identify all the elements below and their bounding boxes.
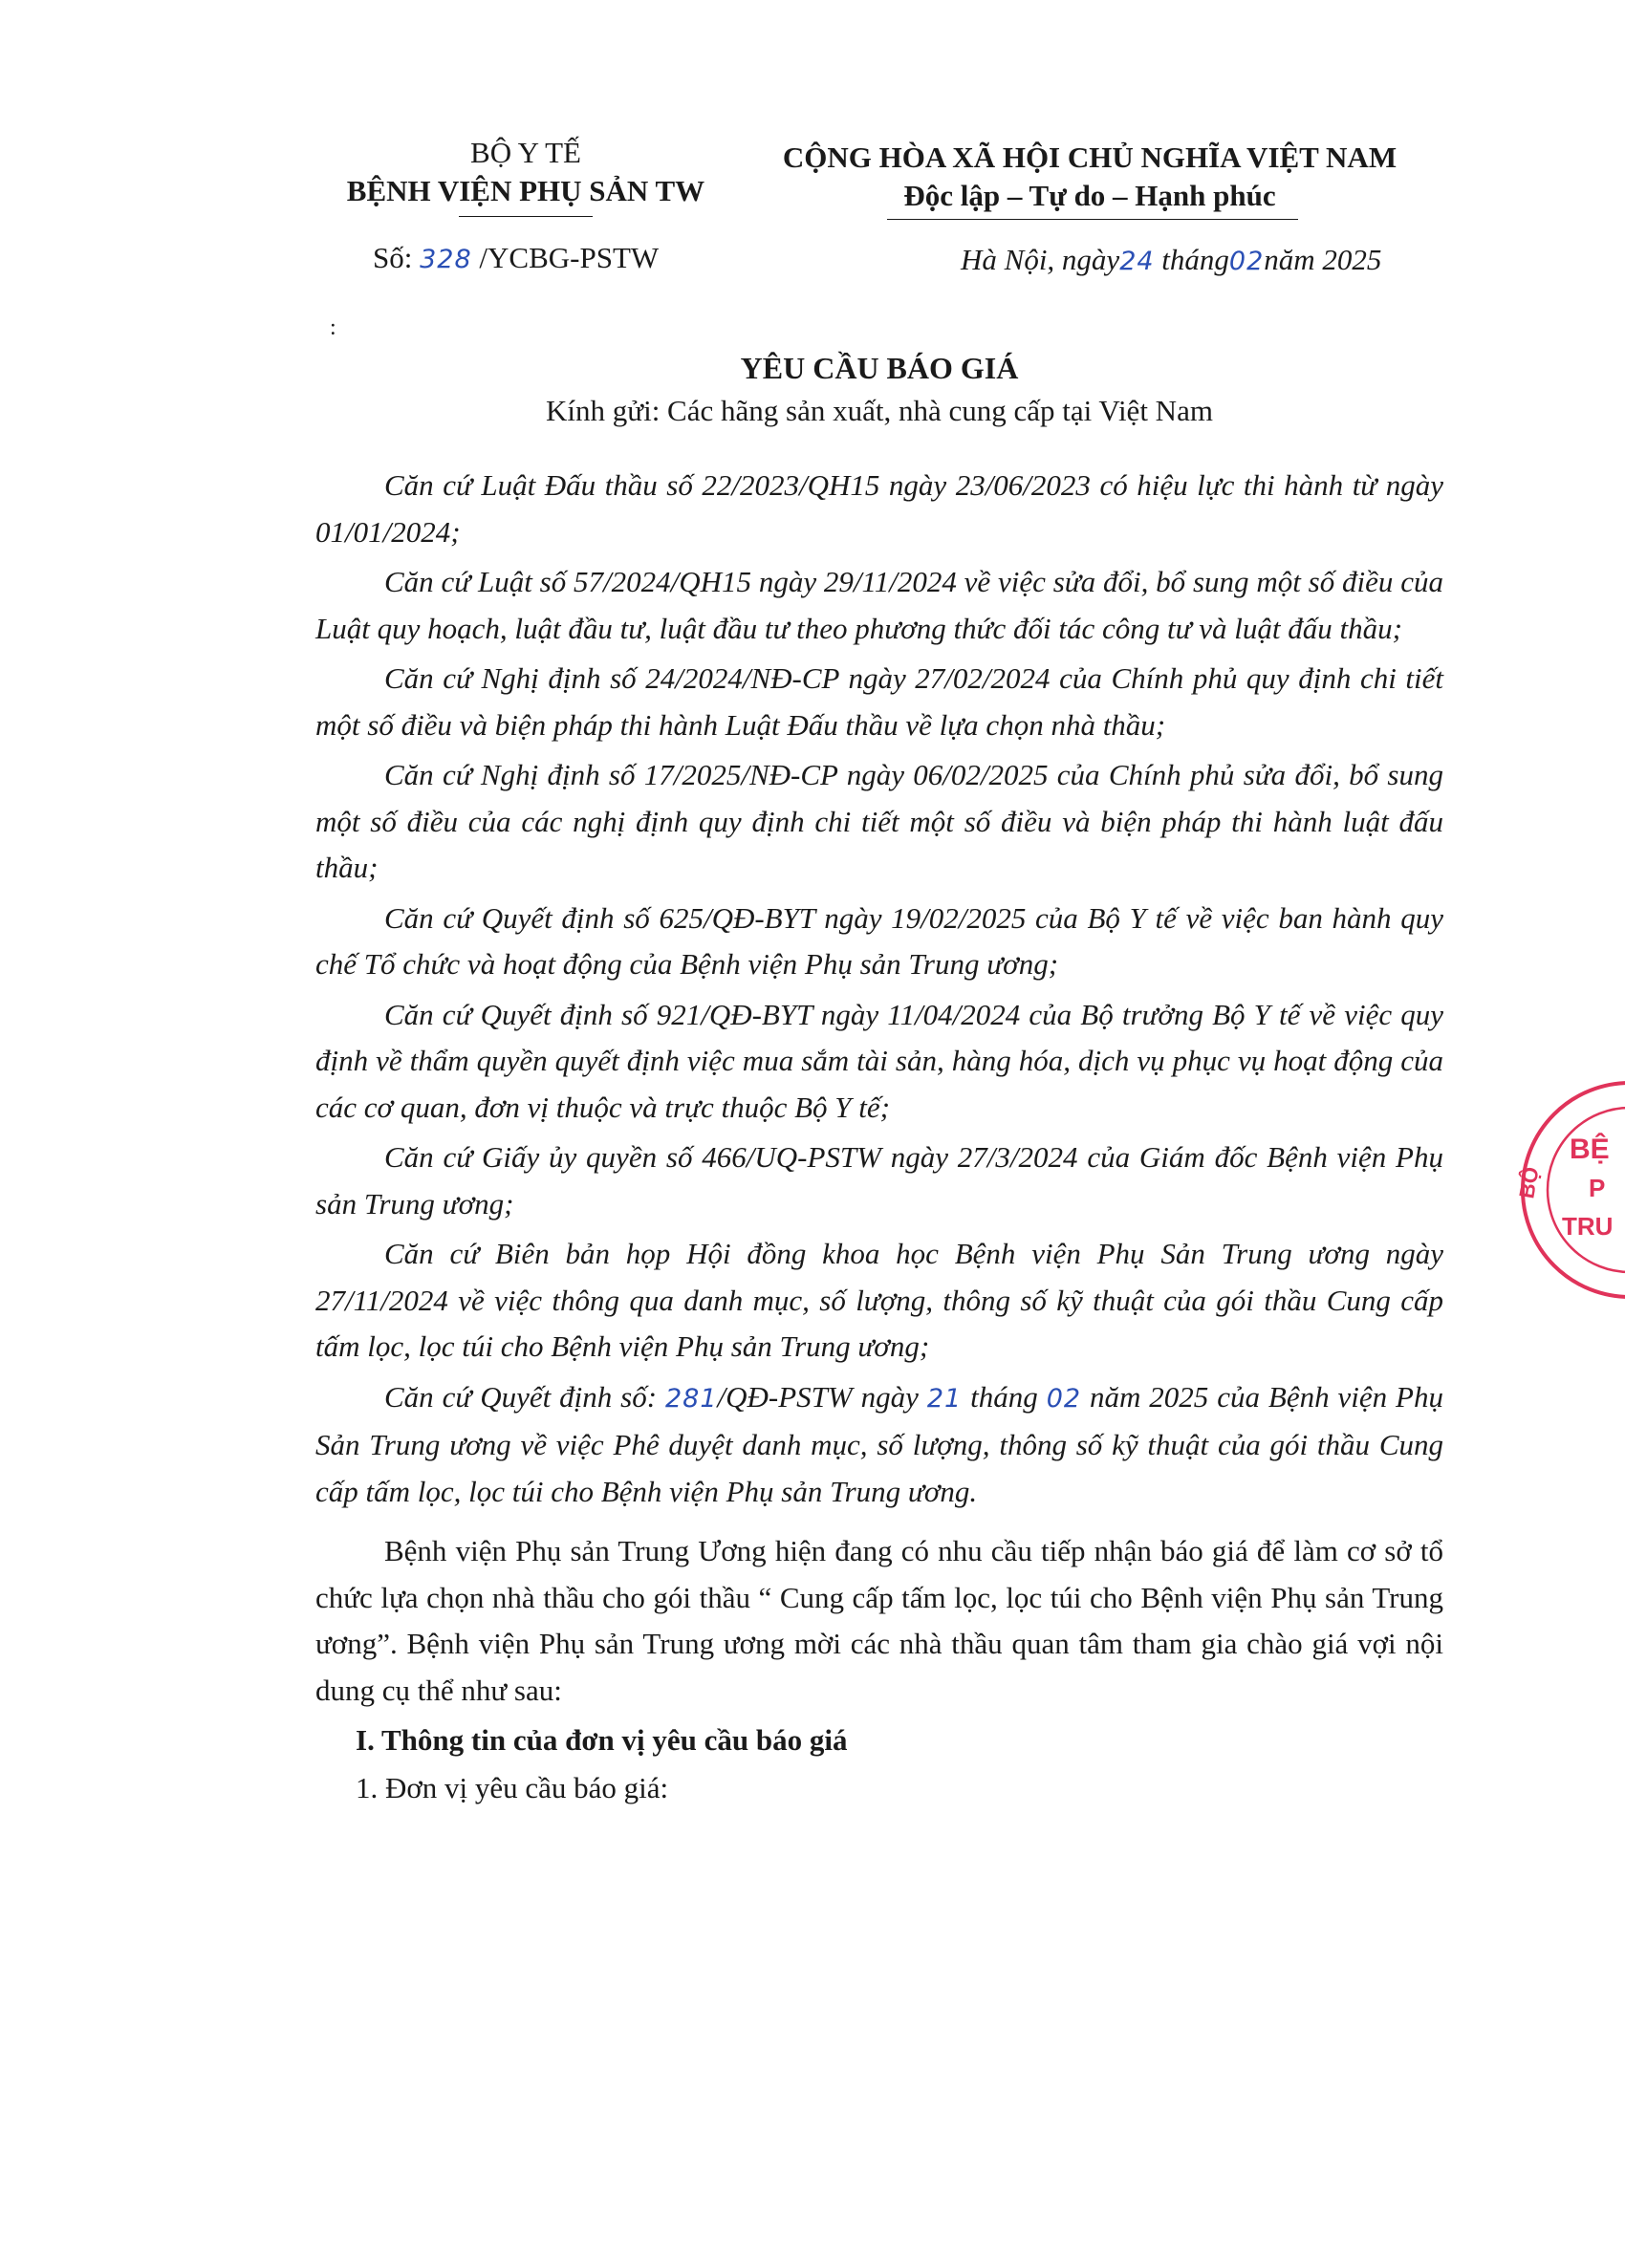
- doc-number-prefix: Số:: [373, 241, 413, 274]
- doc-number-suffix: /YCBG-PSTW: [479, 241, 660, 274]
- stamp-side-text: BỘ: [1514, 1165, 1544, 1200]
- legal-basis-item: Căn cứ Nghị định số 24/2024/NĐ-CP ngày 27/02/2024 của Chính phủ quy định chi tiết một số điều và biện pháp thi hành Luật Đấu thầu về lựa chọn nhà thầu;: [315, 661, 1443, 742]
- decision-number-suffix: /QĐ-PSTW ngày: [717, 1379, 919, 1414]
- hospital-name: BỆNH VIỆN PHỤ SẢN TW: [346, 174, 705, 207]
- legal-basis-item: Căn cứ Luật Đấu thầu số 22/2023/QH15 ngày 23/06/2023 có hiệu lực thi hành từ ngày 01/01/2024;: [315, 468, 1443, 549]
- section-heading: I. Thông tin của đơn vị yêu cầu báo giá: [356, 1723, 848, 1757]
- greeting-line: Kính gửi: Các hãng sản xuất, nhà cung cấp tại Việt Nam: [546, 394, 1213, 427]
- parent-ministry: BỘ Y TẾ: [470, 136, 581, 169]
- legal-basis-item: Căn cứ Nghị định số 17/2025/NĐ-CP ngày 06/02/2025 của Chính phủ sửa đổi, bổ sung một số điều của các nghị định quy định chi tiết một số điều và biện pháp thi hành luật đấu thầu;: [315, 758, 1443, 884]
- decision-month-handwritten: 02: [1046, 1383, 1082, 1414]
- date-year: năm 2025: [1264, 243, 1382, 276]
- legal-basis-item: Căn cứ Quyết định số 921/QĐ-BYT ngày 11/04/2024 của Bộ trưởng Bộ Y tế về việc quy định về thẩm quyền quyết định việc mua sắm tài sản, hàng hóa, dịch vụ phục vụ hoạt động của các cơ quan, đơn vị thuộc và trực thuộc Bộ Y tế;: [315, 997, 1443, 1124]
- stamp-inner-ring: [1548, 1108, 1625, 1272]
- document-date: [961, 241, 1439, 281]
- official-stamp: [1510, 1070, 1625, 1309]
- national-motto: Độc lập – Tự do – Hạnh phúc: [903, 179, 1276, 212]
- intro-paragraph: Bệnh viện Phụ sản Trung Ương hiện đang có nhu cầu tiếp nhận báo giá để làm cơ sở tổ chức lựa chọn nhà thầu cho gói thầu “ Cung cấp tấm lọc, lọc túi cho Bệnh viện Phụ sản Trung ương”. Bệnh viện Phụ sản Trung ương mời các nhà thầu quan tâm tham gia chào giá vợi nội dung cụ thể như sau:: [315, 1534, 1443, 1707]
- org-underline: [459, 216, 593, 217]
- issuing-organization: [315, 134, 736, 217]
- decision-prefix: Căn cứ Quyết định số:: [384, 1379, 658, 1414]
- stamp-line-1: BỆ: [1570, 1134, 1610, 1165]
- motto-underline: [887, 219, 1298, 220]
- date-day-handwritten: 24: [1119, 247, 1155, 276]
- stamp-line-2: P: [1589, 1174, 1606, 1202]
- decision-number-handwritten: 281: [664, 1383, 718, 1414]
- date-place: Hà Nội, ngày: [961, 243, 1120, 276]
- legal-basis-decision: [315, 1374, 1443, 1516]
- decision-rest: năm 2025 của Bệnh viện Phụ Sản Trung ương về việc Phê duyệt danh mục, số lượng, thông số kỹ thuật của gói thầu Cung cấp tấm lọc, lọc túi cho Bệnh viện Phụ sản Trung ương.: [315, 1379, 1443, 1508]
- document-title: YÊU CẦU BÁO GIÁ: [740, 351, 1019, 385]
- decision-month-label: tháng: [970, 1379, 1038, 1414]
- document-body: [315, 463, 1443, 1811]
- stray-mark: :: [330, 315, 336, 340]
- legal-basis-item: Căn cứ Biên bản họp Hội đồng khoa học Bệnh viện Phụ Sản Trung ương ngày 27/11/2024 về việc thông qua danh mục, số lượng, thông số kỹ thuật của gói thầu Cung cấp tấm lọc, lọc túi cho Bệnh viện Phụ sản Trung ương;: [315, 1237, 1443, 1363]
- date-month-label: tháng: [1161, 243, 1229, 276]
- section-item: 1. Đơn vị yêu cầu báo giá:: [356, 1771, 669, 1804]
- country-name: CỘNG HÒA XÃ HỘI CHỦ NGHĨA VIỆT NAM: [782, 140, 1398, 174]
- document-number: [373, 239, 659, 279]
- date-month-handwritten: 02: [1228, 247, 1265, 276]
- legal-basis-item: Căn cứ Quyết định số 625/QĐ-BYT ngày 19/02/2025 của Bộ Y tế về việc ban hành quy chế Tổ chức và hoạt động của Bệnh viện Phụ sản Trung ương;: [315, 900, 1443, 981]
- legal-basis-item: Căn cứ Giấy ủy quyền số 466/UQ-PSTW ngày 27/3/2024 của Giám đốc Bệnh viện Phụ sản Trung ương;: [315, 1140, 1443, 1220]
- stamp-line-3: TRU: [1562, 1212, 1614, 1241]
- doc-number-handwritten: 328: [420, 245, 472, 274]
- decision-day-handwritten: 21: [926, 1383, 963, 1414]
- legal-basis-item: Căn cứ Luật số 57/2024/QH15 ngày 29/11/2024 về việc sửa đổi, bổ sung một số điều của Luật quy hoạch, luật đầu tư, luật đầu tư theo phương thức đối tác công tư và luật đấu thầu;: [315, 565, 1443, 645]
- national-header: [746, 139, 1434, 220]
